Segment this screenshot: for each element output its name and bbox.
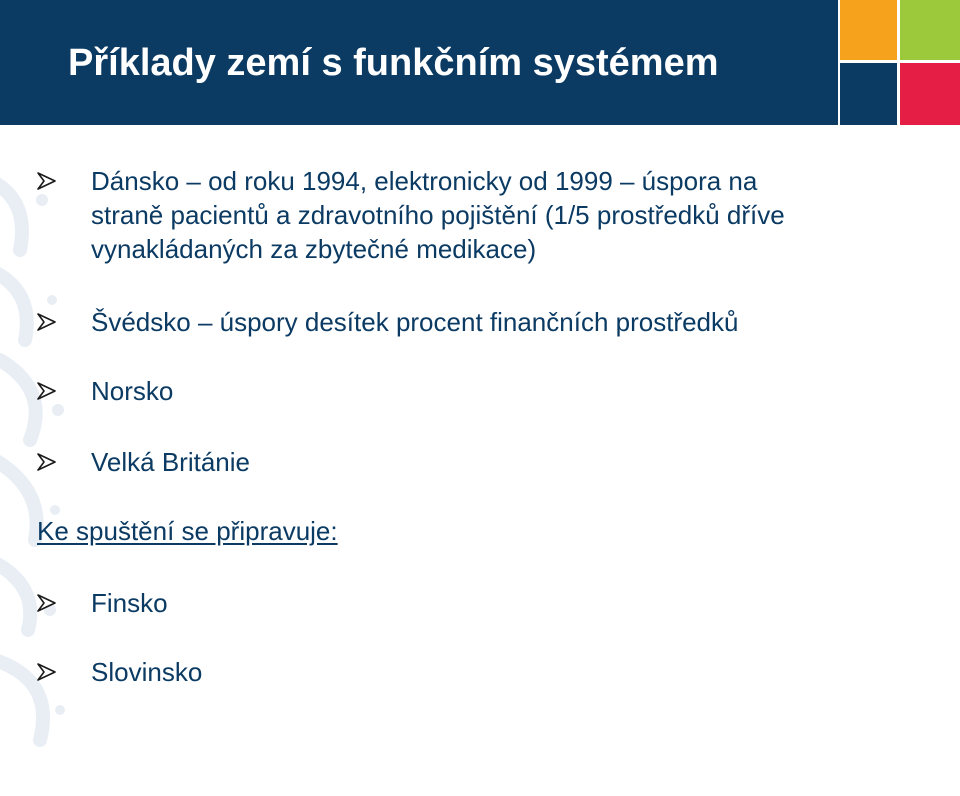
bullet-text-line: straně pacientů a zdravotního pojištění (1/5 prostředků dříve: [91, 200, 785, 230]
arrowhead-bullet-icon: [36, 592, 58, 614]
arrowhead-bullet-icon: [36, 380, 58, 402]
bullet-text-line: vynakládaných za zbytečné medikace): [91, 234, 537, 264]
arrowhead-bullet-icon: [36, 311, 58, 333]
arrowhead-bullet-icon: [36, 170, 58, 192]
bullet-text-line: Švédsko – úspory desítek procent finančních prostředků: [91, 307, 739, 337]
bullet-text-line: Velká Británie: [91, 447, 250, 477]
bullet-text-line: Norsko: [91, 376, 174, 406]
preparing-heading: Ke spuštění se připravuje:: [37, 516, 338, 546]
bullet-text-line: Slovinsko: [91, 657, 203, 687]
arrowhead-bullet-icon: [36, 661, 58, 683]
slide-title: Příklady zemí s funkčním systémem: [68, 42, 719, 84]
arrowhead-bullet-icon: [36, 451, 58, 473]
bullet-text-line: Finsko: [91, 588, 168, 618]
bullet-text-line: Dánsko – od roku 1994, elektronicky od 1999 – úspora na: [91, 166, 758, 196]
